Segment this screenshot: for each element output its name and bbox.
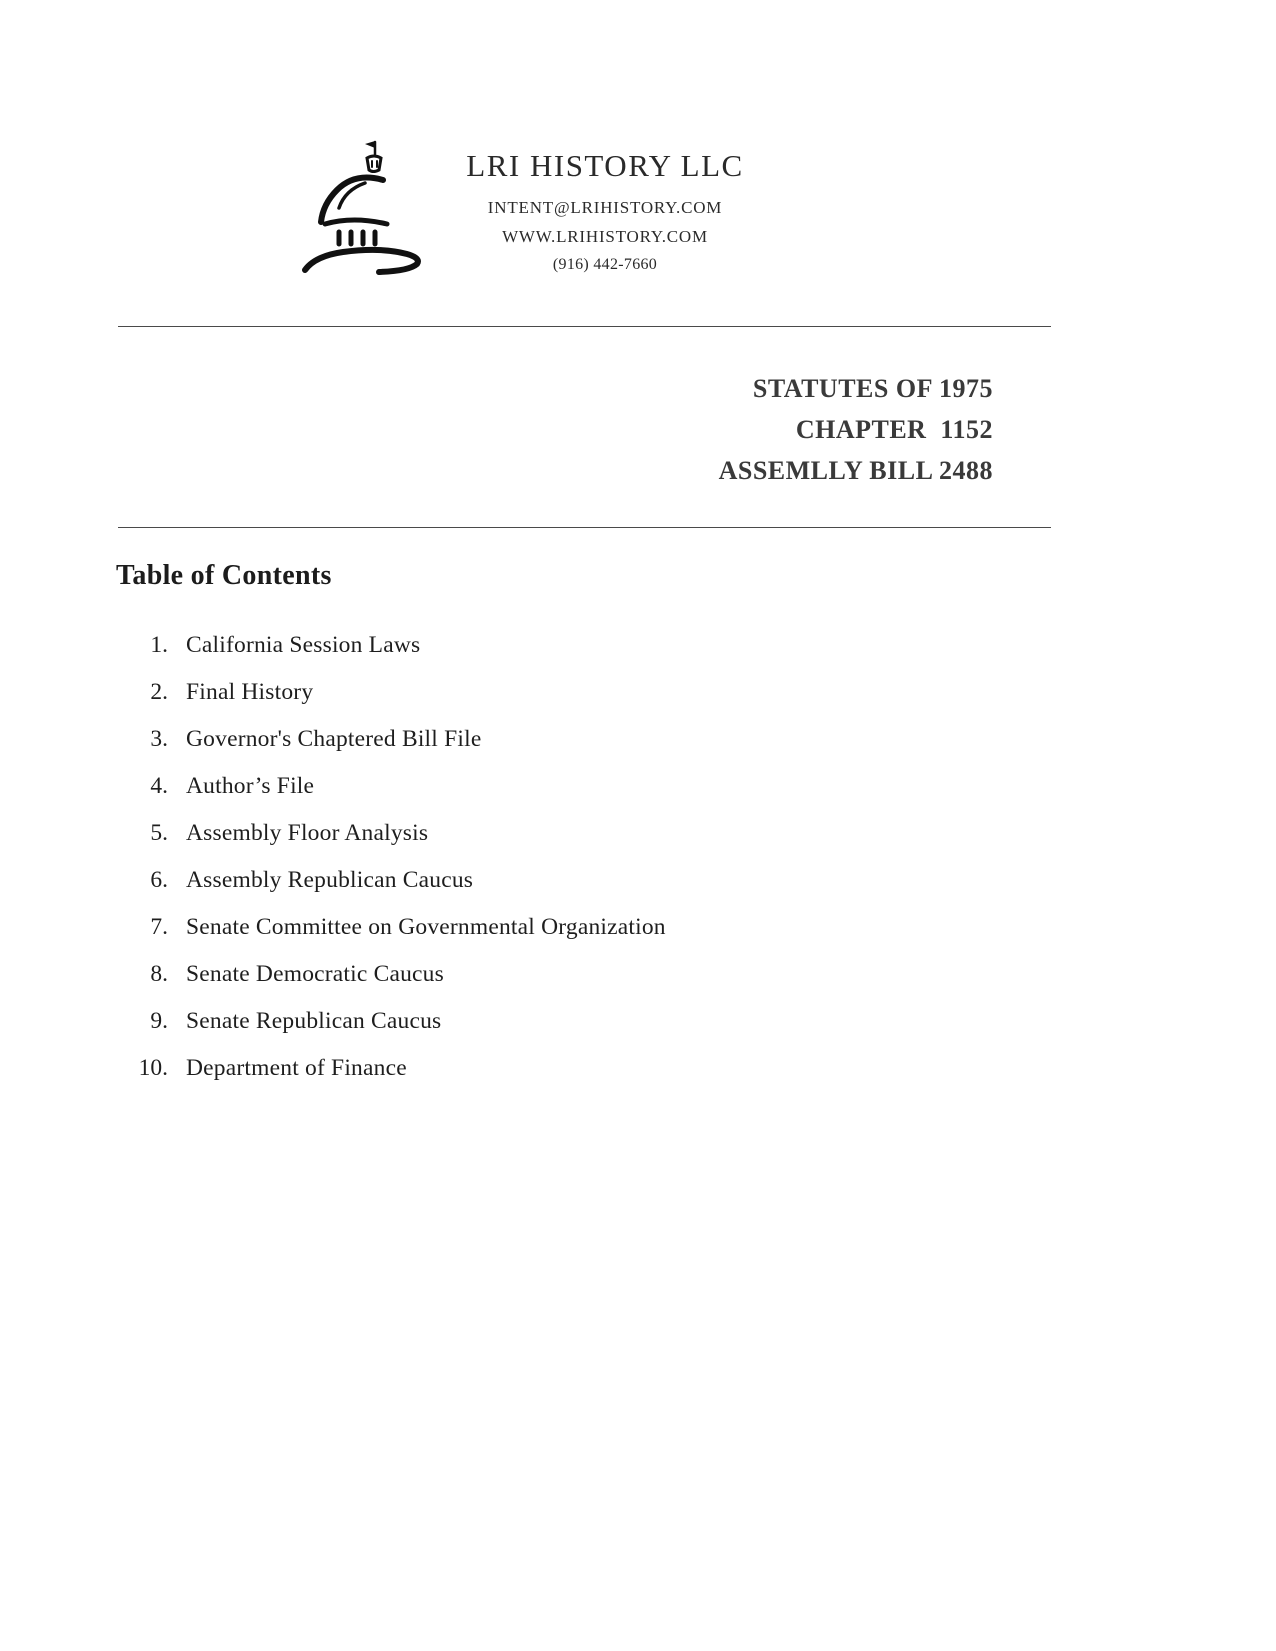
toc-item <box>116 669 936 716</box>
toc-heading: Table of Contents <box>116 560 332 591</box>
toc-item-label: Author’s File <box>186 773 315 799</box>
toc-item <box>116 904 936 951</box>
toc-item-label: California Session Laws <box>186 632 421 658</box>
toc-item-label: Senate Committee on Governmental Organization <box>186 914 666 940</box>
toc-item <box>116 716 936 763</box>
statute-line-3: ASSEMLLY BILL 2488 <box>718 456 993 485</box>
toc-item-label: Assembly Republican Caucus <box>186 867 474 893</box>
toc-item-label: Senate Republican Caucus <box>186 1008 442 1034</box>
toc-item-number: 7. <box>150 914 168 940</box>
toc-item-number: 4. <box>150 773 168 799</box>
company-email: INTENT@LRIHISTORY.COM <box>487 198 723 217</box>
toc-item-label: Senate Democratic Caucus <box>186 961 444 987</box>
toc-item-number: 3. <box>150 726 168 752</box>
toc-item <box>116 857 936 904</box>
toc-item <box>116 810 936 857</box>
toc-item <box>116 998 936 1045</box>
toc-item-number: 9. <box>150 1008 168 1034</box>
company-website: WWW.LRIHISTORY.COM <box>502 227 708 246</box>
letterhead <box>400 148 810 274</box>
toc-item <box>116 951 936 998</box>
toc-item-number: 1. <box>150 632 168 658</box>
toc-item-number: 6. <box>150 867 168 893</box>
toc-item-label: Governor's Chaptered Bill File <box>186 726 482 752</box>
statute-line-1: STATUTES OF 1975 <box>752 374 993 403</box>
toc-item-label: Department of Finance <box>186 1055 407 1081</box>
divider-top <box>118 326 1051 327</box>
toc-item-number: 8. <box>150 961 168 987</box>
toc-item-number: 2. <box>150 679 168 705</box>
toc-item-number: 5. <box>150 820 168 846</box>
statute-title-block <box>393 368 993 491</box>
toc-item-label: Final History <box>186 679 314 705</box>
company-name: LRI HISTORY LLC <box>466 148 744 183</box>
company-phone: (916) 442-7660 <box>552 256 658 273</box>
toc-item-label: Assembly Floor Analysis <box>186 820 429 846</box>
toc-item <box>116 763 936 810</box>
toc-item <box>116 1045 936 1092</box>
toc-item-number: 10. <box>138 1055 168 1081</box>
toc-list <box>116 622 936 1092</box>
statute-line-2: CHAPTER 1152 <box>795 415 993 444</box>
divider-bottom <box>118 527 1051 528</box>
toc-item <box>116 622 936 669</box>
